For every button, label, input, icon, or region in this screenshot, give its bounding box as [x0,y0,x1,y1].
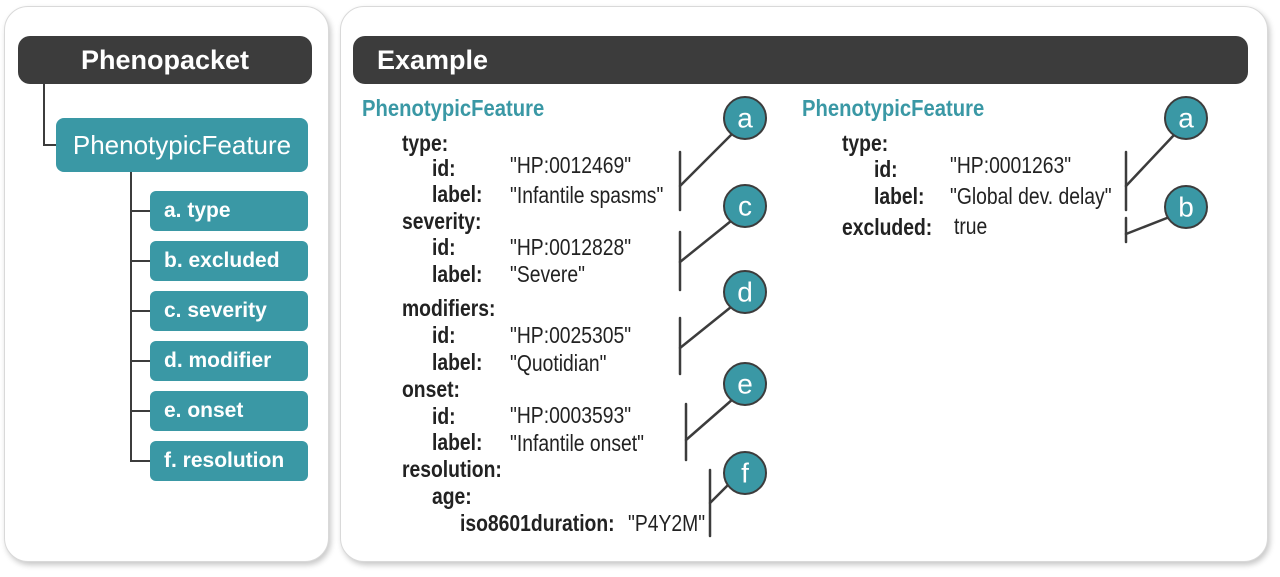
example1-modifiers-label-key: label: [432,349,483,375]
example1-type-label-value: "Infantile spasms" [510,182,664,208]
phenotypic-feature-node: PhenotypicFeature [56,118,308,172]
badge-a-example2-label: a [1178,102,1194,134]
node-resolution: f. resolution [150,441,308,481]
node-type: a. type [150,191,308,231]
badge-c-example1-label: c [738,190,752,222]
example1-severity-key: severity: [402,208,482,234]
example2-excluded-key: excluded: [842,214,933,240]
example2-title: PhenotypicFeature [802,95,985,121]
example1-severity-id-value: "HP:0012828" [510,234,632,260]
phenopacket-header: Phenopacket [18,36,312,84]
example2-excluded-value: true [954,213,988,239]
example1-type-id-value: "HP:0012469" [510,152,632,178]
example1-modifiers-label-value: "Quotidian" [510,350,607,376]
example1-onset-key: onset: [402,376,460,402]
node-onset: e. onset [150,391,308,431]
badge-d-example1-label: d [737,276,753,308]
node-severity: c. severity [150,291,308,331]
example2-type-id-value: "HP:0001263" [950,152,1072,178]
example1-iso8601duration-value: "P4Y2M" [628,510,706,536]
example1-age-key: age: [432,483,472,509]
example1-modifiers-id-value: "HP:0025305" [510,322,632,348]
example1-modifiers-id-key: id: [432,322,456,348]
badge-a-example1-label: a [737,102,753,134]
node-excluded: b. excluded [150,241,308,281]
badge-b-example2-label: b [1178,191,1194,223]
example-header: Example [353,36,1248,84]
leader-a-example2 [1126,135,1174,186]
example2-type-key: type: [842,130,889,156]
example2-type-label-key: label: [874,183,925,209]
badge-f-example1-label: f [741,457,749,489]
example1-onset-id-key: id: [432,403,456,429]
example1-severity-label-value: "Severe" [510,261,585,287]
leader-e-example1 [686,399,733,440]
example1-title: PhenotypicFeature [362,95,545,121]
example1-onset-label-key: label: [432,429,483,455]
example1-type-key: type: [402,130,449,156]
example1-onset-label-value: "Infantile onset" [510,430,645,456]
example1-type-id-key: id: [432,155,456,181]
badge-e-example1-label: e [737,368,753,400]
example1-modifiers-key: modifiers: [402,295,496,321]
node-modifier: d. modifier [150,341,308,381]
example2-type-id-key: id: [874,156,898,182]
leader-c-example1 [680,221,731,262]
example1-onset-id-value: "HP:0003593" [510,402,632,428]
example1-type-label-key: label: [432,181,483,207]
leader-d-example1 [680,307,731,348]
example1-resolution-key: resolution: [402,456,502,482]
leader-b-example2 [1126,216,1172,234]
example1-severity-label-key: label: [432,261,483,287]
leader-a-example1 [680,135,731,186]
example2-type-label-value: "Global dev. delay" [950,183,1112,209]
example1-severity-id-key: id: [432,234,456,260]
example1-iso8601duration-key: iso8601duration: [460,510,615,536]
